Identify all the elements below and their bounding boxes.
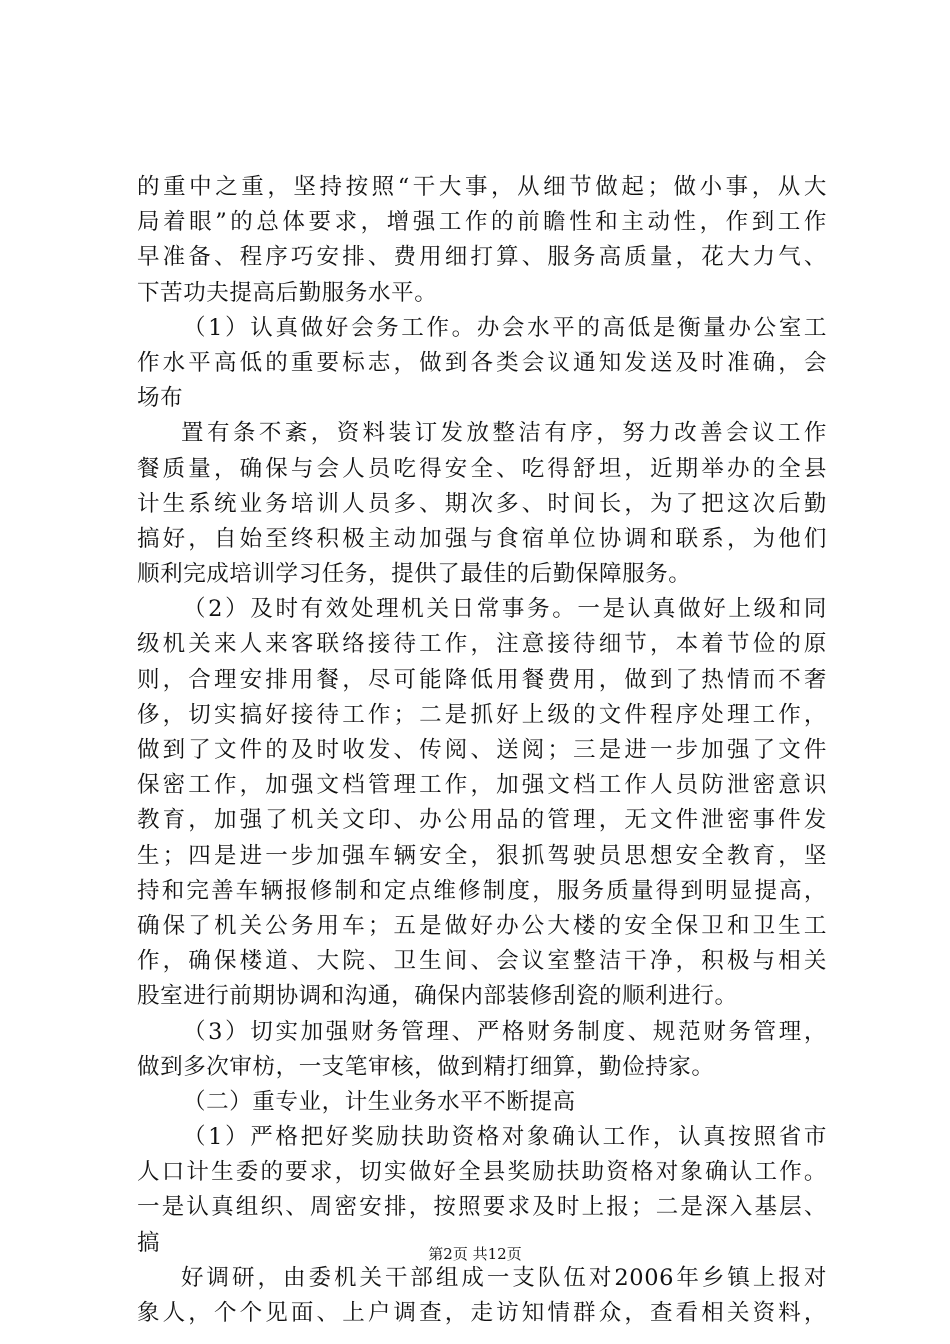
text-line: 局着眼”的总体要求，增强工作的前瞻性和主动性，作到工作 bbox=[137, 209, 827, 236]
text-line: 作，确保楼道、大院、卫生间、会议室整洁干净，积极与相关 bbox=[137, 948, 827, 975]
text-line: 搞好，自始至终积极主动加强与食宿单位协调和联系，为他们 bbox=[137, 525, 827, 552]
text-line: 保密工作，加强文档管理工作，加强文档工作人员防泄密意识 bbox=[137, 772, 827, 799]
text-line: 下苦功夫提高后勤服务水平。 bbox=[137, 279, 438, 306]
text-line: 侈，切实搞好接待工作；二是抓好上级的文件程序处理工作， bbox=[137, 701, 827, 728]
page-footer: 第2页 共12页 bbox=[428, 1245, 522, 1263]
text-line: 生；四是进一步加强车辆安全，狠抓驾驶员思想安全教育，坚 bbox=[137, 842, 827, 869]
text-line: 持和完善车辆报修制和定点维修制度，服务质量得到明显提高， bbox=[137, 877, 827, 904]
text-line: 餐质量，确保与会人员吃得安全、吃得舒坦，近期举办的全县 bbox=[137, 455, 827, 482]
text-line: （3）切实加强财务管理、严格财务制度、规范财务管理， bbox=[183, 1018, 827, 1045]
text-line: 作水平高低的重要标志，做到各类会议通知发送及时准确，会 bbox=[137, 349, 827, 376]
text-line: 则，合理安排用餐，尽可能降低用餐费用，做到了热情而不奢 bbox=[137, 666, 827, 693]
text-line: 搞 bbox=[137, 1229, 161, 1256]
text-line: 级机关来人来客联络接待工作，注意接待细节，本着节俭的原 bbox=[137, 631, 827, 658]
text-line: 的重中之重，坚持按照“干大事，从细节做起；做小事，从大 bbox=[137, 174, 827, 200]
text-line: 象人，个个见面、上户调查，走访知情群众，查看相关资料， bbox=[137, 1300, 827, 1326]
text-line: 场布 bbox=[137, 385, 184, 412]
document-body bbox=[137, 170, 827, 1331]
text-line: （2）及时有效处理机关日常事务。一是认真做好上级和同 bbox=[183, 596, 827, 623]
text-line: 教育，加强了机关文印、办公用品的管理，无文件泄密事件发 bbox=[137, 807, 827, 834]
text-line: 做到了文件的及时收发、传阅、送阅；三是进一步加强了文件 bbox=[137, 737, 827, 763]
text-line: 股室进行前期协调和沟通，确保内部装修刮瓷的顺利进行。 bbox=[137, 983, 738, 1010]
text-line: （1）严格把好奖励扶助资格对象确认工作，认真按照省市 bbox=[183, 1124, 827, 1151]
text-line: 做到多次审枋，一支笔审核，做到精打细算，勤俭持家。 bbox=[137, 1053, 715, 1080]
text-line: 置有条不紊，资料装订发放整洁有序，努力改善会议工作 bbox=[181, 420, 827, 447]
text-line: 确保了机关公务用车；五是做好办公大楼的安全保卫和卫生工 bbox=[137, 912, 827, 939]
text-line: 好调研，由委机关干部组成一支队伍对2006年乡镇上报对 bbox=[181, 1264, 827, 1291]
text-line: 人口计生委的要求，切实做好全县奖励扶助资格对象确认工作。 bbox=[137, 1159, 827, 1186]
text-line: （1）认真做好会务工作。办会水平的高低是衡量办公室工 bbox=[183, 314, 827, 341]
text-line: 早准备、程序巧安排、费用细打算、服务高质量，花大力气、 bbox=[137, 244, 827, 271]
text-line: （二）重专业，计生业务水平不断提高 bbox=[183, 1088, 576, 1115]
text-line: 计生系统业务培训人员多、期次多、时间长，为了把这次后勤 bbox=[137, 490, 827, 517]
text-line: 顺利完成培训学习任务，提供了最佳的后勤保障服务。 bbox=[137, 561, 692, 588]
text-line: 一是认真组织、周密安排，按照要求及时上报；二是深入基层、 bbox=[137, 1194, 827, 1221]
